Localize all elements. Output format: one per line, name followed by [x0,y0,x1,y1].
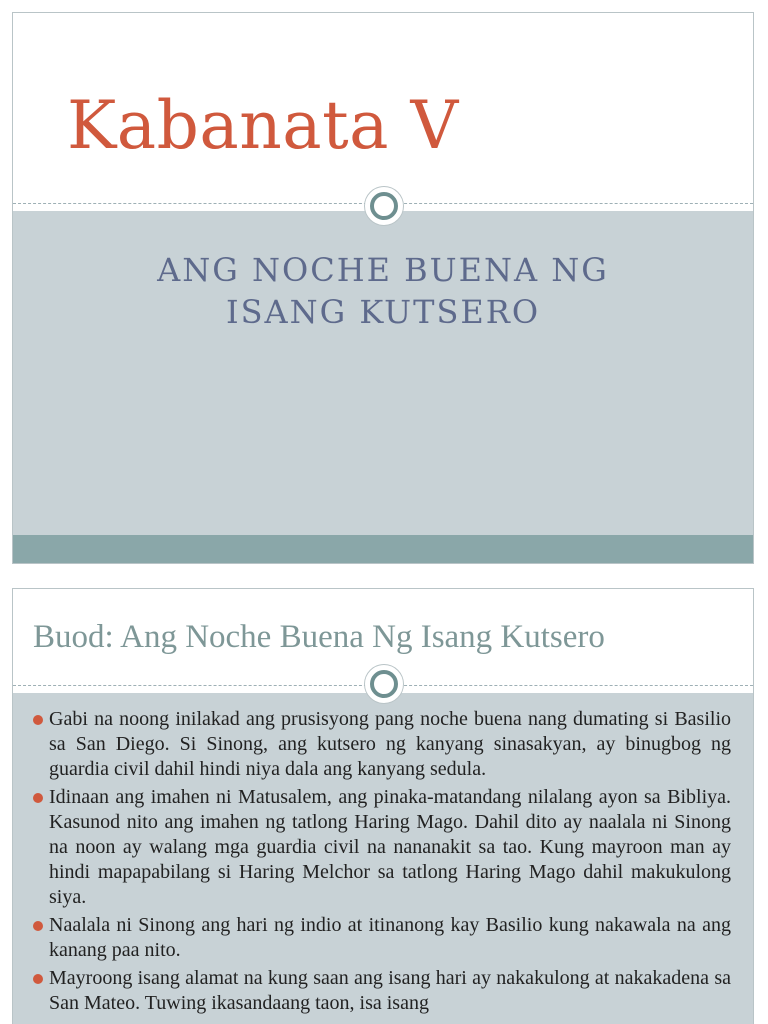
slide-title: Kabanata V [67,87,459,164]
list-item [33,707,731,782]
summary-bullets [33,707,731,1019]
summary-slide [12,588,754,1024]
title-slide [12,12,754,564]
ring-ornament-icon [365,187,403,225]
bullet-text: Mayroong isang alamat na kung saan ang isang hari ay nakakulong at nakakadena sa San Mateo. Tuwing ikasandaang taon, isa isang [49,967,731,1014]
summary-title: Buod: Ang Noche Buena Ng Isang Kutsero [33,619,605,655]
subtitle-line: ANG NOCHE BUENA NG [157,251,609,289]
ring-ornament-icon [365,665,403,703]
title-area [13,13,753,205]
bullet-dot-icon [33,793,43,803]
subtitle-line: ISANG KUTSERO [225,293,541,331]
accent-bar [13,535,753,563]
bullet-dot-icon [33,715,43,725]
bullet-dot-icon [33,974,43,984]
list-item [33,966,731,1016]
slide-subtitle [13,249,753,333]
list-item [33,785,731,910]
bullet-text: Gabi na noong inilakad ang prusisyong pang noche buena nang dumating si Basilio sa San Diego. Si Sinong, ang kutsero ng kanyang sinasakyan, ay binugbog ng guardia civil dahil hindi niya dala ang kanyang sedula. [49,708,731,780]
bullet-text: Naalala ni Sinong ang hari ng indio at itinanong kay Basilio kung nakawala na ang kanang paa nito. [49,914,731,961]
bullet-dot-icon [33,921,43,931]
list-item [33,913,731,963]
bullet-text: Idinaan ang imahen ni Matusalem, ang pinaka-matandang nilalang ayon sa Bibliya. Kasunod nito ang imahen ng tatlong Haring Mago. Dahil dito ay naalala ni Sinong na noon ay walang mga guardia civil na nananakit sa tao. Kung mayroon man ay hindi mapapabilang si Haring Melchor sa tatlong Haring Mago dahil makukulong siya. [49,786,731,908]
